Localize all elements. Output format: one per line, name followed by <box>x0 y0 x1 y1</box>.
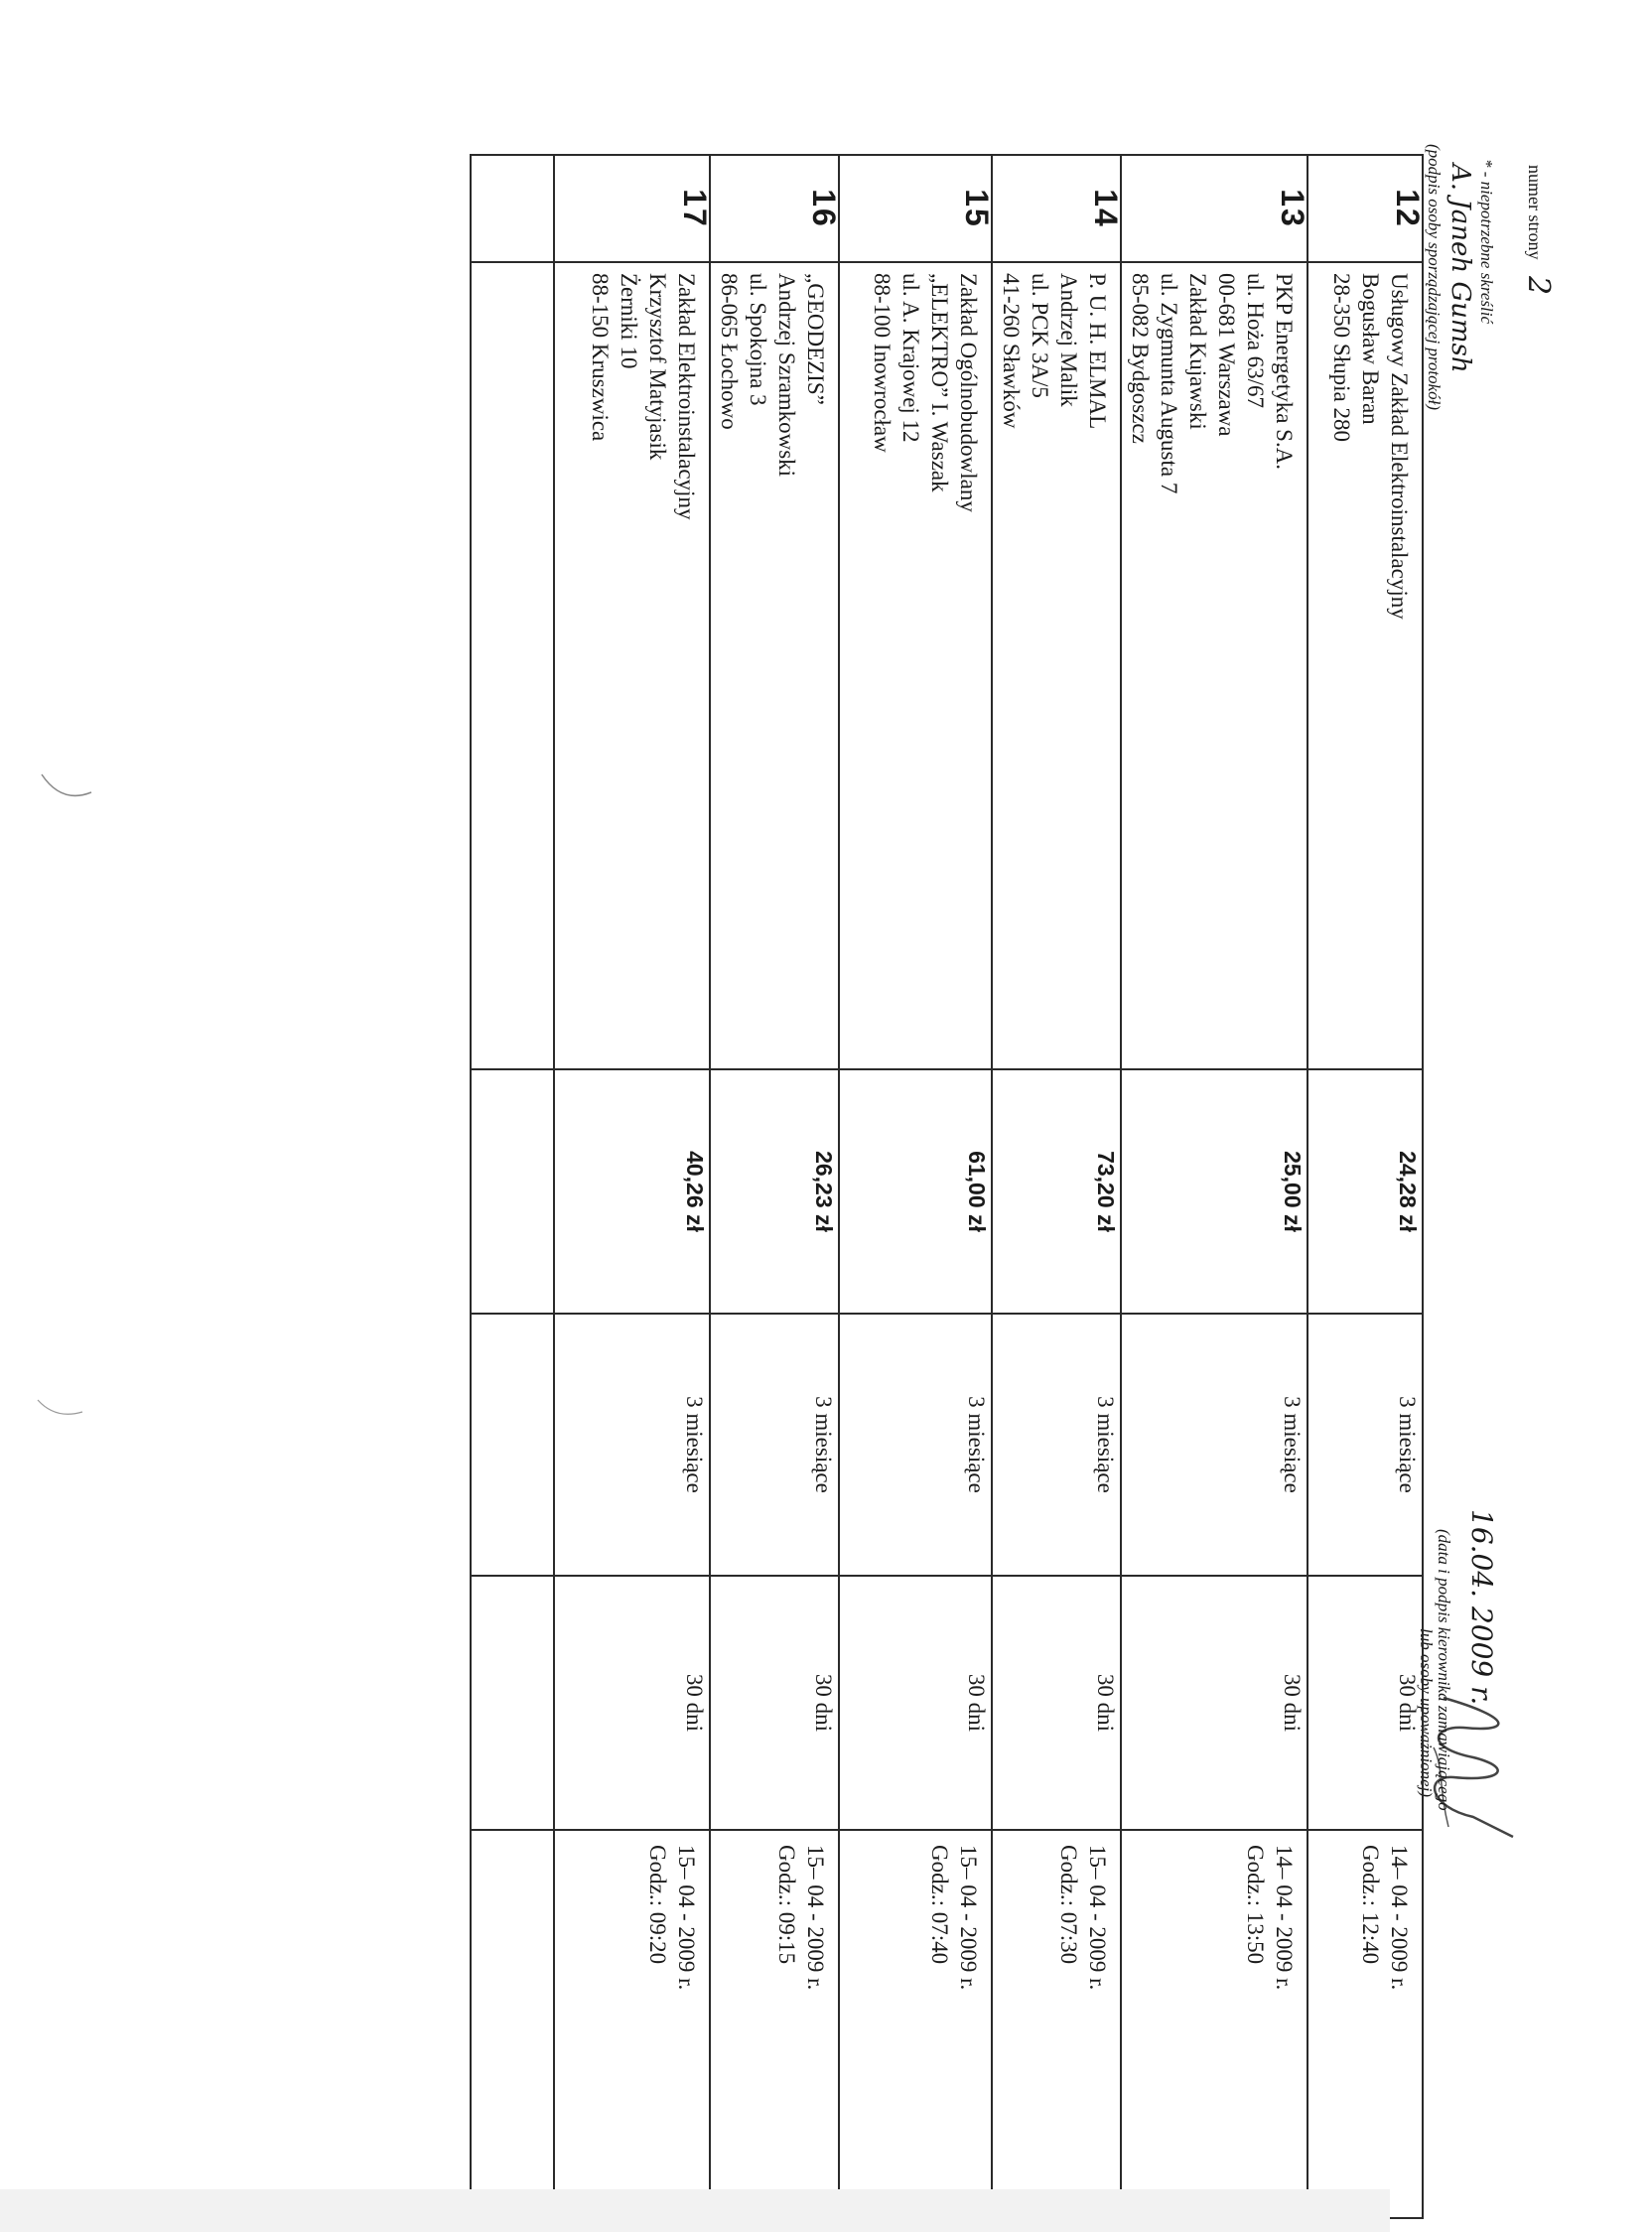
submission-date-line: Godz.: 09:20 <box>645 1845 670 1965</box>
bidder-line: ul. A. Krajowej 12 <box>898 273 923 443</box>
price-cell: 73,20 zł <box>992 1069 1121 1314</box>
bidder-line: ul. Hoża 63/67 <box>1243 273 1268 409</box>
submission-date-line: Godz.: 07:30 <box>1056 1845 1081 1965</box>
submission-date-line: Godz.: 12:40 <box>1358 1845 1383 1965</box>
preparer-signature-caption: (podpis osoby sporządzającej protokół) <box>1425 144 1444 411</box>
bidder-line: ul. PCK 3A/5 <box>1028 273 1052 398</box>
bidder-line: 28-350 Słupia 280 <box>1329 273 1354 442</box>
submission-date-line: 15– 04 - 2009 r. <box>674 1845 699 1991</box>
warranty-cell: 3 miesiące <box>554 1314 710 1576</box>
offer-number: 13 <box>1275 189 1310 228</box>
payment-term-cell: 30 dni <box>1121 1576 1308 1830</box>
offer-number: 14 <box>1088 189 1124 228</box>
submission-date-line: 15– 04 - 2009 r. <box>1085 1845 1110 1991</box>
payment-term-cell: 30 dni <box>710 1576 839 1830</box>
price-cell: 26,23 zł <box>710 1069 839 1314</box>
price-cell: 25,00 zł <box>1121 1069 1308 1314</box>
submission-date-line: Godz.: 09:15 <box>774 1845 799 1965</box>
footnote: * - niepotrzebne skreślić <box>1477 159 1496 325</box>
bidder-line: 86-065 Łochowo <box>717 273 742 430</box>
bidder-line: Zakład Kujawski <box>1185 273 1210 430</box>
bidder-line: ul. Zygmunta Augusta 7 <box>1157 273 1181 494</box>
bidder-line: 41-260 Sławków <box>999 273 1024 429</box>
offer-number: 12 <box>1390 189 1426 228</box>
page-number-label: numer strony <box>1525 165 1545 260</box>
payment-term-cell: 30 dni <box>992 1576 1121 1830</box>
bidder-line: Andrzej Szramkowski <box>774 273 799 478</box>
bidder-line: ul. Spokojna 3 <box>746 273 770 406</box>
approval-caption-line1: (data i podpis kierownika zamawiającego <box>1435 1529 1453 1811</box>
approval-caption-line2: lub osoby upoważnionej) <box>1417 1628 1436 1797</box>
approval-date: 16.04. 2009 r. <box>1465 1509 1498 1706</box>
bidder-line: 00-681 Warszawa <box>1214 273 1239 437</box>
bidder-line: 88-100 Inowrocław <box>870 273 895 453</box>
bidder-line: 88-150 Kruszwica <box>588 273 613 442</box>
offer-number: 16 <box>806 189 842 228</box>
price-cell: 40,26 zł <box>554 1069 710 1314</box>
bidder-line: P. U. H. ELMAL <box>1085 273 1110 430</box>
warranty-cell: 3 miesiące <box>1121 1314 1308 1576</box>
warranty-cell: 3 miesiące <box>1308 1314 1423 1576</box>
bidder-line: „GEODEZIS” <box>803 273 828 405</box>
offer-number: 17 <box>677 189 713 228</box>
bidder-line: PKP Energetyka S.A. <box>1272 273 1297 471</box>
bidder-line: Krzysztof Matyjasik <box>645 273 670 461</box>
bidder-line: Zakład Ogólnobudowlany <box>956 273 981 512</box>
bidder-line: „ELEKTRO” I. Waszak <box>927 273 952 492</box>
payment-term-cell: 30 dni <box>554 1576 710 1830</box>
submission-date-line: 14– 04 - 2009 r. <box>1387 1845 1412 1991</box>
payment-term-cell: 30 dni <box>1308 1576 1423 1830</box>
bidder-line: Bogusław Baran <box>1358 273 1383 425</box>
submission-date-line: 15– 04 - 2009 r. <box>803 1845 828 1991</box>
offer-number: 15 <box>959 189 995 228</box>
bidder-line: Zakład Elektroinstalacyjny <box>674 273 699 520</box>
bidder-line: Usługowy Zakład Elektroinstalacyjny <box>1387 273 1412 620</box>
submission-date-line: 15– 04 - 2009 r. <box>956 1845 981 1991</box>
submission-date-line: Godz.: 07:40 <box>927 1845 952 1965</box>
bidder-line: 85-082 Bydgoszcz <box>1128 273 1153 444</box>
bidder-line: Andrzej Malik <box>1056 273 1081 407</box>
price-cell: 61,00 zł <box>839 1069 992 1314</box>
warranty-cell: 3 miesiące <box>710 1314 839 1576</box>
preparer-signature: A. Janeh Gumsh <box>1446 164 1475 373</box>
submission-date-line: Godz.: 13:50 <box>1243 1845 1268 1965</box>
payment-term-cell: 30 dni <box>839 1576 992 1830</box>
warranty-cell: 3 miesiące <box>839 1314 992 1576</box>
price-cell: 24,28 zł <box>1308 1069 1423 1314</box>
warranty-cell: 3 miesiące <box>992 1314 1121 1576</box>
bidder-line: Żerniki 10 <box>617 273 641 369</box>
page-number-value: 2 <box>1521 275 1556 296</box>
submission-date-line: 14– 04 - 2009 r. <box>1272 1845 1297 1991</box>
